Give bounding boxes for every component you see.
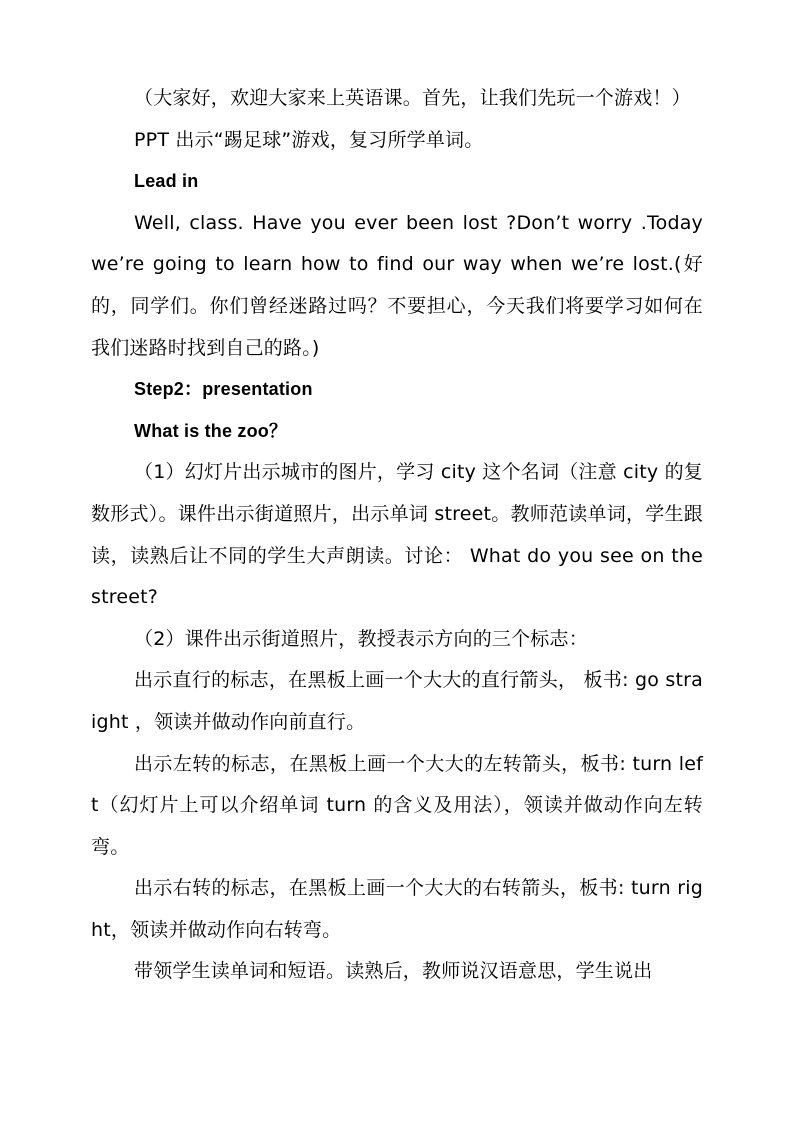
intro-greeting-paragraph: （大家好，欢迎大家来上英语课。首先，让我们先玩一个游戏！） bbox=[134, 87, 691, 109]
document-page bbox=[91, 78, 703, 993]
step2-heading: Step2：presentation bbox=[134, 379, 313, 400]
zoo-question-heading: What is the zoo？ bbox=[134, 420, 288, 441]
reading-practice-paragraph: 带领学生读单词和短语。读熟后，教师说汉语意思，学生说出 bbox=[134, 960, 653, 983]
direction-signs-paragraph: （2）课件出示街道照片，教授表示方向的三个标志： bbox=[134, 627, 588, 650]
turn-left-paragraph: 出示左转的标志，在黑板上画一个大大的左转箭头，板书: turn left（幻灯片上可以介绍单词 turn 的含义及用法），领读并做动作向左转弯。 bbox=[91, 752, 703, 858]
city-street-paragraph: （1）幻灯片出示城市的图片，学习 city 这个名词（注意 city 的复数形式）。课件出示街道照片，出示单词 street。教师范读单词，学生跟读，读熟后让不同的学生大声朗读。讨论： What do you see on the street? bbox=[91, 461, 703, 609]
turn-right-paragraph: 出示右转的标志，在黑板上画一个大大的右转箭头，板书: turn right，领读并做动作向右转弯。 bbox=[91, 877, 703, 941]
lead-in-heading: Lead in bbox=[134, 171, 199, 192]
go-straight-paragraph: 出示直行的标志，在黑板上画一个大大的直行箭头， 板书: go straight ，领读并做动作向前直行。 bbox=[91, 669, 703, 733]
lead-in-paragraph: Well, class. Have you ever been lost ?Don’t worry .Today we’re going to learn how to find our way when we’re lost.(好的，同学们。你们曾经迷路过吗？不要担心，今天我们将要学习如何在我们迷路时找到自己的路。) bbox=[91, 211, 703, 359]
game-review-paragraph: PPT 出示“踢足球”游戏，复习所学单词。 bbox=[134, 128, 484, 151]
